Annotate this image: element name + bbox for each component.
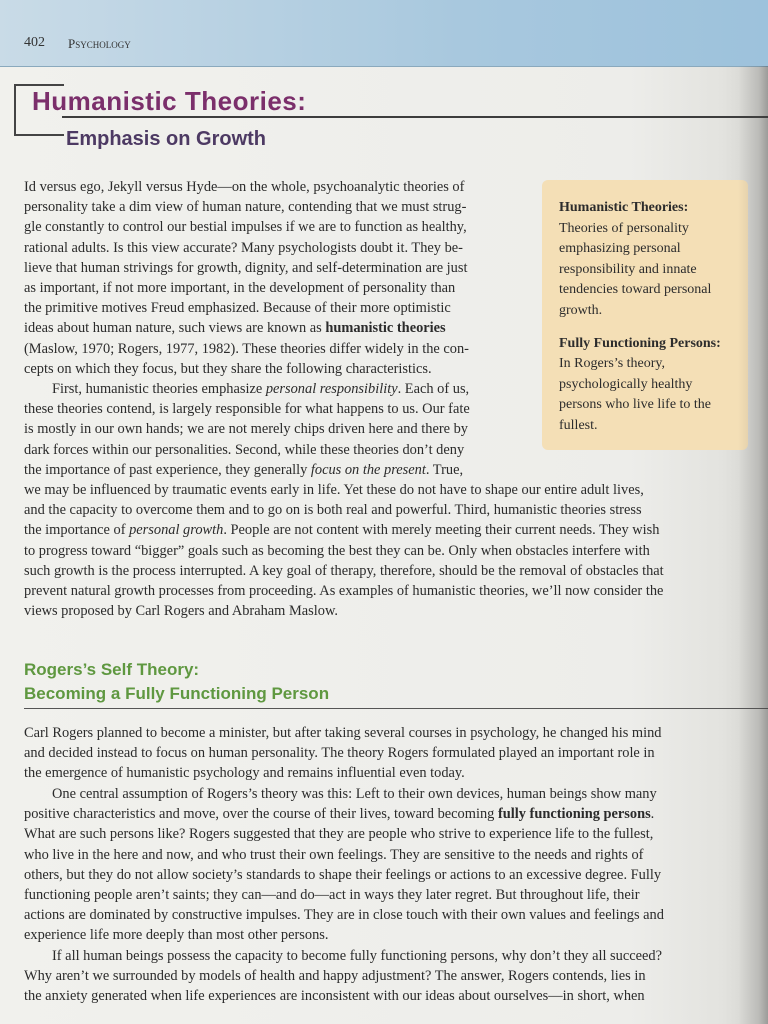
text-line: the anxiety generated when life experiences are inconsistent with our ideas about ourselves—in short, when — [24, 988, 645, 1005]
subsection-heading — [24, 658, 329, 706]
paragraph-anxiety — [24, 946, 752, 1007]
text-line: functioning people aren’t saints; they can—and do—act in ways they later regret. But throughout life, their — [24, 887, 640, 904]
paragraph-rogers-intro — [24, 723, 752, 784]
glossary-term: Humanistic Theories: — [559, 200, 689, 215]
key-term-humanistic-theories: humanistic theories — [325, 320, 446, 337]
glossary-entry-fully-functioning-persons — [559, 334, 734, 437]
text-line: to progress toward “bigger” goals such as becoming the best they can be. Only when obstacles interfere with — [24, 542, 650, 559]
emphasis-personal-growth: personal growth — [129, 522, 224, 539]
text-line: these theories contend, is largely responsible for what happens to us. Our fate — [24, 401, 470, 418]
text-line — [24, 460, 752, 480]
section-subtitle: Emphasis on Growth — [66, 128, 267, 150]
paragraph-intro — [24, 177, 532, 379]
text-run: . True, — [425, 461, 464, 478]
text-line: dark forces within our personalities. Second, while these theories don’t deny — [24, 441, 465, 458]
glossary-definition: Theories of personality emphasizing personal responsibility and innate tendencies toward personal growth. — [559, 220, 712, 318]
text-line: Why aren’t we surrounded by models of health and happy adjustment? The answer, Rogers contends, lies in — [24, 968, 646, 985]
text-line: others, but they do not allow society’s standards to shape their feelings or actions to an excessive degree. Fully — [24, 866, 662, 883]
text-line: prevent natural growth processes from proceeding. As examples of humanistic theories, we’ll now consider the — [24, 583, 664, 600]
subsection-rule — [24, 708, 768, 709]
text-line — [24, 318, 532, 338]
text-line: we may be influenced by traumatic events early in life. Yet these do not have to shape our entire adult lives, — [24, 482, 644, 499]
paragraph-central-assumption — [24, 784, 752, 946]
text-line: If all human beings possess the capacity to become fully functioning persons, why don’t they all succeed? — [52, 948, 662, 964]
text-run: ideas about human nature, such views are known as — [24, 320, 326, 337]
text-line: as important, if not more important, in the development of personality than — [24, 280, 456, 297]
text-run: the importance of — [24, 522, 130, 539]
running-header — [0, 0, 768, 67]
subsection-heading-line2: Becoming a Fully Functioning Person — [24, 684, 330, 703]
emphasis-focus-on-present: focus on the present — [310, 461, 426, 478]
subsection-heading-line1: Rogers’s Self Theory: — [24, 660, 200, 679]
key-term-fully-functioning-persons: fully functioning persons — [497, 806, 651, 823]
text-line: the primitive motives Freud emphasized. Because of their more optimistic — [24, 300, 451, 317]
text-line: such growth is the process interrupted. A key goal of therapy, therefore, should be the removal of obstacles that — [24, 562, 664, 579]
text-line: rational adults. Is this view accurate? Many psychologists doubt it. They be- — [24, 239, 463, 256]
glossary-entry-humanistic-theories — [559, 198, 734, 322]
text-line: is mostly in our own hands; we are not merely chips driven here and there by — [24, 421, 468, 438]
text-run: positive characteristics and move, over the course of their lives, toward becoming — [24, 806, 498, 823]
text-line: cepts on which they focus, but they share the following characteristics. — [24, 360, 432, 377]
text-line: gle constantly to control our bestial impulses if we are to function as healthy, — [24, 219, 467, 236]
glossary-definition: In Rogers’s theory, psychologically healthy persons who live life to the fullest. — [559, 356, 712, 433]
text-run: First, humanistic theories emphasize — [52, 381, 266, 397]
text-run: . Each of us, — [397, 381, 470, 397]
text-line: Id versus ego, Jekyll versus Hyde—on the whole, psychoanalytic theories of — [24, 179, 465, 195]
section-title: Humanistic Theories: — [32, 86, 307, 116]
text-line: (Maslow, 1970; Rogers, 1977, 1982). These theories differ widely in the con- — [24, 340, 469, 357]
text-line: the emergence of humanistic psychology and remains influential even today. — [24, 765, 465, 782]
page-number: 402 — [24, 35, 45, 50]
text-line: personality take a dim view of human nature, contending that we must strug- — [24, 199, 467, 216]
text-line: One central assumption of Rogers’s theory was this: Left to their own devices, human beings show many — [52, 786, 657, 802]
emphasis-personal-responsibility: personal responsibility — [265, 381, 398, 397]
text-line — [24, 804, 752, 824]
margin-glossary-box — [542, 180, 748, 450]
text-line: Carl Rogers planned to become a minister, but after taking several courses in psychology, he changed his mind — [24, 725, 662, 741]
text-line: and the capacity to overcome them and to go on is both real and powerful. Third, humanistic theories stress — [24, 502, 642, 519]
text-line — [24, 520, 752, 540]
text-run: the importance of past experience, they generally — [24, 461, 311, 478]
running-head: Psychology — [68, 36, 131, 51]
text-line: lieve that human strivings for growth, dignity, and self-determination are just — [24, 259, 468, 276]
text-line: What are such persons like? Rogers suggested that they are people who strive to experience life to the fullest, — [24, 826, 654, 843]
text-line: who live in the here and now, and who trust their own feelings. They are sensitive to the needs and rights of — [24, 846, 644, 863]
glossary-term: Fully Functioning Persons: — [559, 335, 721, 351]
text-run: . People are not content with merely meeting their current needs. They wish — [223, 522, 660, 539]
text-line: experience life more deeply than most other persons. — [24, 927, 329, 944]
text-run: . — [650, 806, 655, 823]
text-line: and decided instead to focus on human personality. The theory Rogers formulated played an important role in — [24, 745, 655, 762]
text-line: views proposed by Carl Rogers and Abraham Maslow. — [24, 603, 339, 620]
text-line: actions are dominated by constructive impulses. They are in close touch with their own values and feelings and — [24, 907, 664, 924]
